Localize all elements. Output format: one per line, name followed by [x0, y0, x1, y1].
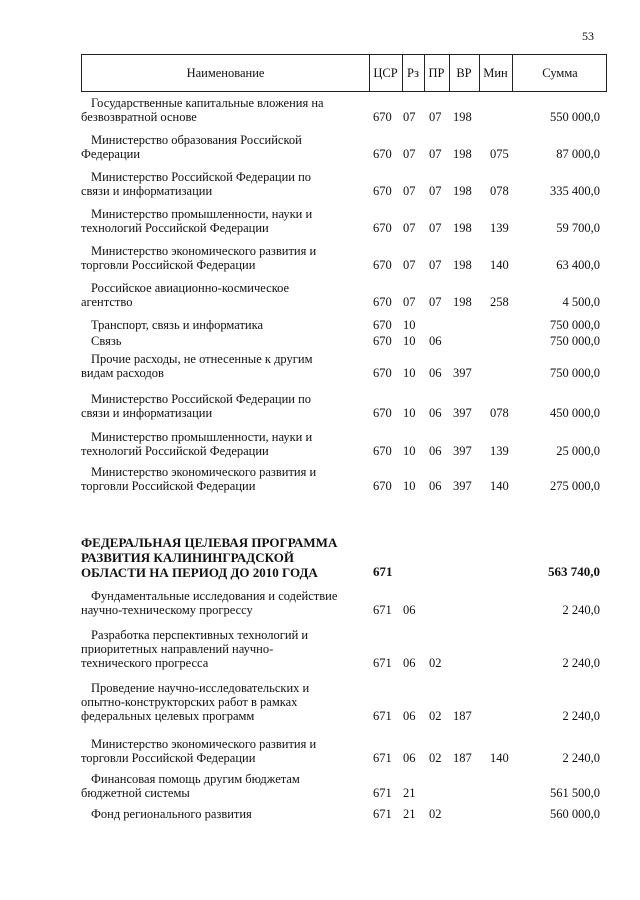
cell-vr: 198	[453, 258, 472, 272]
cell-sum: 63 400,0	[556, 258, 600, 272]
page-number: 53	[582, 29, 594, 43]
cell-pr: 06	[429, 444, 442, 458]
row-name	[81, 207, 366, 235]
row-name	[81, 465, 366, 493]
cell-pr: 02	[429, 656, 442, 670]
row-name-line: связи и информатизации	[81, 184, 213, 198]
cell-rz: 06	[403, 656, 416, 670]
cell-vr: 187	[453, 709, 472, 723]
row-name-line: агентство	[81, 295, 133, 309]
program-title	[81, 535, 366, 580]
row-name-line: Проведение научно-исследовательских и	[91, 681, 310, 695]
cell-csr: 671	[373, 807, 392, 821]
row-name	[81, 737, 366, 765]
cell-pr: 07	[429, 110, 442, 124]
cell-pr: 02	[429, 709, 442, 723]
cell-min: 258	[490, 295, 509, 309]
row-name	[81, 281, 366, 309]
cell-min: 139	[490, 444, 509, 458]
row-name	[81, 807, 366, 821]
cell-vr: 198	[453, 110, 472, 124]
cell-pr: 07	[429, 147, 442, 161]
cell-sum: 2 240,0	[562, 656, 600, 670]
header-sum: Сумма	[542, 65, 578, 80]
header-name: Наименование	[186, 65, 265, 80]
cell-rz: 07	[403, 147, 416, 161]
cell-vr: 198	[453, 184, 472, 198]
header-min: Мин	[483, 65, 508, 80]
cell-sum: 335 400,0	[550, 184, 600, 198]
cell-csr: 671	[373, 603, 392, 617]
cell-vr: 397	[453, 366, 472, 380]
row-name	[81, 589, 366, 617]
cell-pr: 02	[429, 807, 442, 821]
cell-sum: 2 240,0	[562, 751, 600, 765]
row-name	[81, 628, 366, 670]
cell-sum: 750 000,0	[550, 318, 600, 332]
cell-csr: 670	[373, 318, 392, 332]
row-name	[81, 430, 366, 458]
cell-rz: 10	[403, 318, 416, 332]
cell-rz: 10	[403, 444, 416, 458]
row-name-line: торговли Российской Федерации	[81, 258, 256, 272]
row-name-line: научно-техническому прогрессу	[81, 603, 253, 617]
cell-csr: 670	[373, 406, 392, 420]
row-name-line: Фундаментальные исследования и содействие	[91, 589, 338, 603]
cell-pr: 06	[429, 479, 442, 493]
row-name	[81, 244, 366, 272]
row-name-line: Государственные капитальные вложения на	[91, 96, 324, 110]
row-name-line: Министерство Российской Федерации по	[91, 170, 312, 184]
row-name-line: технологий Российской Федерации	[81, 444, 269, 458]
row-name	[81, 334, 366, 348]
row-name-line: Разработка перспективных технологий и	[91, 628, 309, 642]
cell-csr: 671	[373, 709, 392, 723]
header-csr: ЦСР	[373, 65, 398, 80]
cell-csr: 671	[373, 564, 393, 579]
row-name	[81, 170, 366, 198]
cell-rz: 06	[403, 709, 416, 723]
cell-csr: 670	[373, 147, 392, 161]
row-name-line: Министерство экономического развития и	[91, 465, 317, 479]
row-name-line: Транспорт, связь и информатика	[91, 318, 264, 332]
cell-rz: 10	[403, 366, 416, 380]
program-title-line: ОБЛАСТИ НА ПЕРИОД ДО 2010 ГОДА	[81, 565, 318, 580]
row-name	[81, 392, 366, 420]
cell-sum: 2 240,0	[562, 709, 600, 723]
row-name-line: Министерство промышленности, науки и	[91, 430, 313, 444]
cell-csr: 670	[373, 334, 392, 348]
row-name	[81, 318, 366, 332]
cell-sum: 25 000,0	[556, 444, 600, 458]
row-name-line: технического прогресса	[81, 656, 209, 670]
cell-csr: 670	[373, 184, 392, 198]
cell-rz: 10	[403, 406, 416, 420]
header-vr: ВР	[456, 65, 472, 80]
cell-csr: 671	[373, 786, 392, 800]
cell-sum: 2 240,0	[562, 603, 600, 617]
cell-min: 078	[490, 184, 509, 198]
cell-vr: 397	[453, 479, 472, 493]
row-name-line: Финансовая помощь другим бюджетам	[91, 772, 300, 786]
row-name-line: торговли Российской Федерации	[81, 751, 256, 765]
header-pr: ПР	[428, 65, 445, 80]
cell-sum: 750 000,0	[550, 334, 600, 348]
cell-min: 140	[490, 258, 509, 272]
cell-csr: 670	[373, 221, 392, 235]
cell-sum: 59 700,0	[556, 221, 600, 235]
cell-pr: 07	[429, 184, 442, 198]
row-name-line: приоритетных направлений научно-	[81, 642, 274, 656]
cell-csr: 671	[373, 751, 392, 765]
row-name-line: Министерство экономического развития и	[91, 244, 317, 258]
cell-rz: 21	[403, 807, 416, 821]
row-name-line: Прочие расходы, не отнесенные к другим	[91, 352, 313, 366]
cell-min: 139	[490, 221, 509, 235]
cell-vr: 187	[453, 751, 472, 765]
cell-rz: 10	[403, 479, 416, 493]
cell-csr: 670	[373, 110, 392, 124]
cell-min: 078	[490, 406, 509, 420]
cell-pr: 07	[429, 258, 442, 272]
cell-vr: 397	[453, 406, 472, 420]
cell-pr: 06	[429, 406, 442, 420]
row-name-line: Связь	[91, 334, 122, 348]
cell-pr: 06	[429, 366, 442, 380]
cell-min: 140	[490, 479, 509, 493]
cell-csr: 670	[373, 366, 392, 380]
row-name-line: опытно-конструкторских работ в рамках	[81, 695, 298, 709]
cell-csr: 670	[373, 258, 392, 272]
cell-rz: 07	[403, 110, 416, 124]
table-header	[81, 54, 607, 92]
row-name	[81, 681, 366, 723]
cell-csr: 670	[373, 295, 392, 309]
row-name-line: Министерство образования Российской	[91, 133, 302, 147]
row-name-line: Министерство Российской Федерации по	[91, 392, 312, 406]
cell-sum: 561 500,0	[550, 786, 600, 800]
row-name-line: Министерство промышленности, науки и	[91, 207, 313, 221]
cell-sum: 550 000,0	[550, 110, 600, 124]
row-name-line: безвозвратной основе	[81, 110, 197, 124]
row-name-line: видам расходов	[81, 366, 164, 380]
row-name	[81, 96, 366, 124]
cell-rz: 07	[403, 258, 416, 272]
row-name-line: бюджетной системы	[81, 786, 190, 800]
cell-rz: 06	[403, 751, 416, 765]
row-name-line: торговли Российской Федерации	[81, 479, 256, 493]
row-name-line: технологий Российской Федерации	[81, 221, 269, 235]
cell-pr: 06	[429, 334, 442, 348]
cell-sum: 275 000,0	[550, 479, 600, 493]
cell-rz: 07	[403, 295, 416, 309]
cell-pr: 02	[429, 751, 442, 765]
cell-rz: 07	[403, 221, 416, 235]
row-name-line: Федерации	[81, 147, 141, 161]
cell-csr: 671	[373, 656, 392, 670]
cell-vr: 198	[453, 221, 472, 235]
cell-rz: 21	[403, 786, 416, 800]
program-title-line: РАЗВИТИЯ КАЛИНИНГРАДСКОЙ	[81, 550, 294, 565]
cell-sum: 563 740,0	[548, 564, 600, 579]
cell-vr: 397	[453, 444, 472, 458]
cell-min: 140	[490, 751, 509, 765]
cell-sum: 87 000,0	[556, 147, 600, 161]
row-name-line: федеральных целевых программ	[81, 709, 255, 723]
row-name-line: Российское авиационно-космическое	[91, 281, 290, 295]
cell-csr: 670	[373, 479, 392, 493]
cell-sum: 560 000,0	[550, 807, 600, 821]
row-name	[81, 133, 366, 161]
cell-vr: 198	[453, 147, 472, 161]
row-name-line: Фонд регионального развития	[91, 807, 252, 821]
row-name-line: связи и информатизации	[81, 406, 213, 420]
program-title-line: ФЕДЕРАЛЬНАЯ ЦЕЛЕВАЯ ПРОГРАММА	[81, 535, 338, 550]
cell-pr: 07	[429, 295, 442, 309]
cell-vr: 198	[453, 295, 472, 309]
cell-sum: 450 000,0	[550, 406, 600, 420]
row-name	[81, 352, 366, 380]
row-name	[81, 772, 366, 800]
cell-csr: 670	[373, 444, 392, 458]
header-rz: Рз	[407, 65, 419, 80]
cell-sum: 750 000,0	[550, 366, 600, 380]
cell-sum: 4 500,0	[562, 295, 600, 309]
cell-rz: 06	[403, 603, 416, 617]
cell-rz: 10	[403, 334, 416, 348]
row-name-line: Министерство экономического развития и	[91, 737, 317, 751]
cell-pr: 07	[429, 221, 442, 235]
cell-min: 075	[490, 147, 509, 161]
cell-rz: 07	[403, 184, 416, 198]
